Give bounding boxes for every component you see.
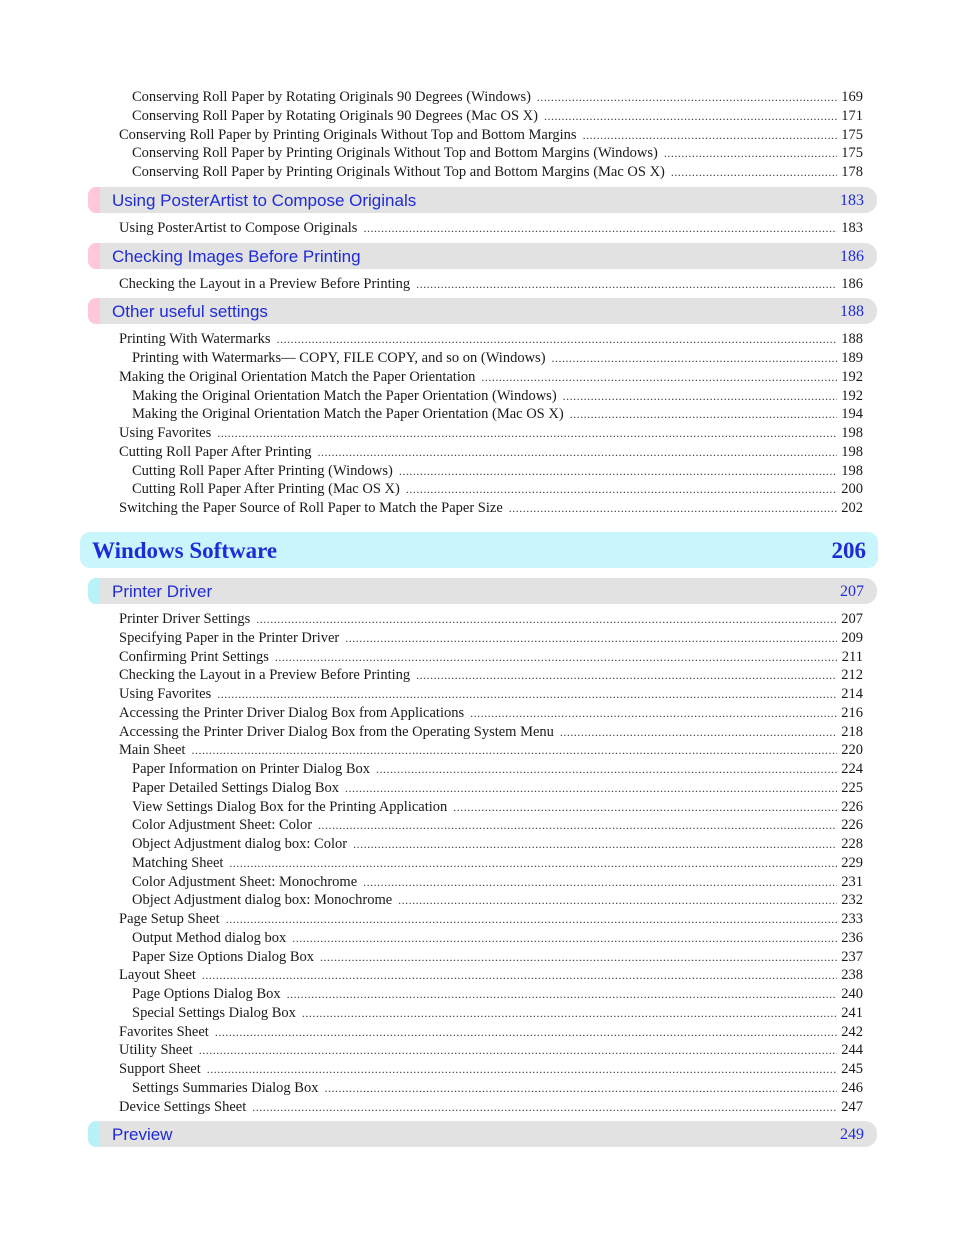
toc-entry[interactable] — [119, 368, 863, 387]
toc-leader-dots — [320, 948, 837, 967]
toc-leader-dots — [363, 873, 837, 892]
toc-entry-page: 236 — [841, 929, 863, 946]
toc-entry-title: Layout Sheet — [119, 967, 196, 984]
toc-entry-page: 212 — [841, 667, 863, 684]
toc-entry-page: 225 — [841, 779, 863, 796]
section-page: 186 — [840, 248, 864, 265]
section-heading[interactable] — [88, 1121, 877, 1147]
toc-entry-page: 178 — [841, 164, 863, 180]
chapter-title: Windows Software — [92, 538, 278, 563]
toc-entry-page: 183 — [841, 219, 863, 236]
toc-entry-title: View Settings Dialog Box for the Printing Application — [132, 798, 448, 815]
toc-entry-title: Conserving Roll Paper by Printing Originals Without Top and Bottom Margins — [119, 126, 577, 143]
toc-entry[interactable] — [119, 330, 863, 349]
toc-entry-title: Checking the Layout in a Preview Before Printing — [119, 667, 411, 684]
toc-leader-dots — [256, 610, 837, 629]
toc-entry-title: Output Method dialog box — [132, 929, 287, 946]
toc-entry[interactable] — [119, 424, 863, 443]
toc-entry-page: 229 — [841, 854, 863, 871]
toc-leader-dots — [217, 424, 837, 443]
toc-leader-dots — [376, 760, 837, 779]
toc-entry[interactable] — [132, 1079, 863, 1098]
toc-entry-page: 216 — [841, 704, 863, 721]
toc-entry[interactable] — [132, 107, 863, 126]
toc-leader-dots — [399, 462, 837, 481]
toc-entry[interactable] — [132, 891, 863, 910]
toc-entry-title: Page Setup Sheet — [119, 911, 220, 927]
toc-entry[interactable] — [119, 1023, 863, 1042]
toc-entry[interactable] — [132, 779, 863, 798]
toc-leader-dots — [287, 985, 838, 1004]
toc-entry-page: 175 — [841, 145, 863, 162]
toc-entry-page: 240 — [841, 986, 863, 1002]
toc-entry-title: Matching Sheet — [132, 854, 224, 871]
toc-entry-page: 247 — [841, 1098, 863, 1115]
toc-leader-dots — [191, 741, 837, 760]
toc-entry-title: Accessing the Printer Driver Dialog Box from the Operating System Menu — [119, 723, 554, 740]
section-title: Printer Driver — [112, 582, 213, 601]
toc-entry-title: Favorites Sheet — [119, 1023, 209, 1040]
toc-leader-dots — [563, 387, 838, 406]
toc-entry-title: Utility Sheet — [119, 1042, 193, 1059]
toc-leader-dots — [277, 330, 838, 349]
toc-entry-page: 242 — [841, 1023, 863, 1040]
toc-entry-page: 245 — [841, 1061, 863, 1077]
toc-entry[interactable] — [119, 648, 863, 667]
toc-entry[interactable] — [132, 835, 863, 854]
toc-entry-page: 224 — [841, 761, 863, 777]
section-heading[interactable] — [88, 578, 877, 604]
toc-leader-dots — [416, 666, 837, 685]
toc-leader-dots — [544, 107, 837, 126]
toc-entry-title: Page Options Dialog Box — [132, 986, 281, 1002]
toc-entry-title: Cutting Roll Paper After Printing — [119, 443, 312, 460]
toc-entry-title: Checking the Layout in a Preview Before Printing — [119, 275, 411, 292]
toc-leader-dots — [552, 349, 838, 368]
toc-leader-dots — [292, 929, 837, 948]
toc-entry-title: Printer Driver Settings — [119, 611, 251, 627]
toc-leader-dots — [199, 1041, 838, 1060]
toc-entry[interactable] — [119, 126, 863, 145]
toc-entry-title: Specifying Paper in the Printer Driver — [119, 629, 340, 646]
toc-entry[interactable] — [132, 163, 863, 182]
toc-entry[interactable] — [132, 816, 863, 835]
toc-entry[interactable] — [132, 462, 863, 481]
toc-entry-page: 209 — [841, 629, 863, 646]
toc-entry-title: Confirming Print Settings — [119, 648, 269, 665]
toc-entry-page: 226 — [841, 817, 863, 834]
toc-entry-page: 198 — [841, 425, 863, 441]
toc-leader-dots — [217, 685, 837, 704]
toc-entry-page: 238 — [841, 967, 863, 984]
toc-entry-page: 200 — [841, 481, 863, 498]
toc-entry-title: Making the Original Orientation Match the Paper Orientation — [119, 368, 476, 385]
toc-entry-page: 232 — [841, 892, 863, 909]
toc-entry-title: Paper Size Options Dialog Box — [132, 948, 315, 965]
toc-entry-title: Conserving Roll Paper by Rotating Originals 90 Degrees (Windows) — [132, 89, 531, 105]
toc-entry[interactable] — [132, 873, 863, 892]
toc-entry-title: Using Favorites — [119, 425, 212, 441]
toc-entry-page: 233 — [841, 911, 863, 927]
section-heading[interactable] — [88, 243, 877, 269]
toc-entry-page: 241 — [841, 1004, 863, 1021]
toc-entry-title: Making the Original Orientation Match the Paper Orientation (Windows) — [132, 387, 557, 404]
toc-entry[interactable] — [132, 854, 863, 873]
toc-leader-dots — [560, 723, 837, 742]
toc-entry-page: 231 — [841, 873, 863, 890]
toc-entry-page: 189 — [841, 350, 863, 366]
toc-entry[interactable] — [119, 966, 863, 985]
toc-entry-title: Main Sheet — [119, 742, 186, 759]
toc-entry-page: 194 — [841, 406, 863, 423]
toc-entry[interactable] — [119, 443, 863, 462]
toc-leader-dots — [318, 443, 838, 462]
toc-entry-title: Cutting Roll Paper After Printing (Windows) — [132, 462, 393, 479]
toc-entry-title: Cutting Roll Paper After Printing (Mac OS X) — [132, 481, 400, 498]
toc-leader-dots — [570, 405, 838, 424]
toc-leader-dots — [202, 966, 837, 985]
toc-leader-dots — [453, 798, 837, 817]
toc-entry-title: Paper Information on Printer Dialog Box — [132, 761, 370, 777]
toc-entry[interactable] — [132, 88, 863, 107]
toc-entry-page: 198 — [841, 443, 863, 460]
section-title: Using PosterArtist to Compose Originals — [112, 191, 417, 210]
toc-entry-title: Device Settings Sheet — [119, 1098, 247, 1115]
toc-entry[interactable] — [119, 610, 863, 629]
toc-entry-page: 188 — [841, 331, 863, 348]
toc-leader-dots — [207, 1060, 837, 1079]
toc-entry-title: Using Favorites — [119, 686, 212, 702]
toc-entry[interactable] — [119, 219, 863, 238]
section-page: 207 — [840, 583, 864, 600]
toc-entry-page: 246 — [841, 1079, 863, 1096]
section-title: Preview — [112, 1125, 173, 1144]
toc-entry[interactable] — [119, 685, 863, 704]
section-heading[interactable] — [88, 187, 877, 213]
toc-entry-page: 169 — [841, 89, 863, 105]
toc-entry-title: Conserving Roll Paper by Printing Originals Without Top and Bottom Margins (Windows) — [132, 145, 658, 162]
toc-entry[interactable] — [132, 948, 863, 967]
toc-leader-dots — [252, 1098, 837, 1117]
toc-entry[interactable] — [132, 349, 863, 368]
toc-entry-title: Printing with Watermarks— COPY, FILE COPY, and so on (Windows) — [132, 350, 546, 366]
toc-entry-title: Accessing the Printer Driver Dialog Box from Applications — [119, 704, 465, 721]
toc-entry[interactable] — [132, 144, 863, 163]
section-heading[interactable] — [88, 298, 877, 324]
toc-leader-dots — [416, 275, 837, 294]
toc-entry[interactable] — [119, 704, 863, 723]
toc-entry-title: Conserving Roll Paper by Printing Originals Without Top and Bottom Margins (Mac OS X) — [132, 164, 665, 180]
toc-entry-title: Settings Summaries Dialog Box — [132, 1079, 319, 1096]
toc-entry[interactable] — [119, 666, 863, 685]
toc-leader-dots — [481, 368, 837, 387]
toc-entry[interactable] — [119, 1060, 863, 1079]
toc-leader-dots — [363, 219, 837, 238]
toc-leader-dots — [345, 779, 837, 798]
toc-entry-page: 207 — [841, 611, 863, 627]
toc-entry-page: 211 — [841, 648, 863, 665]
toc-entry-title: Support Sheet — [119, 1061, 201, 1077]
toc-entry-title: Paper Detailed Settings Dialog Box — [132, 779, 339, 796]
toc-entry[interactable] — [132, 1004, 863, 1023]
toc-entry[interactable] — [119, 910, 863, 929]
chapter-heading[interactable] — [80, 532, 878, 568]
toc-entry-title: Using PosterArtist to Compose Originals — [119, 219, 358, 236]
toc-entry-page: 218 — [841, 723, 863, 740]
toc-entry[interactable] — [132, 798, 863, 817]
toc-entry-title: Color Adjustment Sheet: Color — [132, 817, 313, 834]
toc-entry[interactable] — [119, 499, 863, 518]
toc-entry-page: 226 — [841, 798, 863, 815]
toc-entry[interactable] — [119, 723, 863, 742]
toc-leader-dots — [509, 499, 837, 518]
toc-leader-dots — [275, 648, 838, 667]
toc-entry[interactable] — [119, 741, 863, 760]
toc-entry[interactable] — [132, 480, 863, 499]
toc-entry[interactable] — [119, 1041, 863, 1060]
toc-entry-page: 202 — [841, 500, 863, 516]
toc-entry-page: 198 — [841, 462, 863, 479]
toc-entry[interactable] — [119, 1098, 863, 1117]
toc-leader-dots — [406, 480, 837, 499]
toc-entry-title: Special Settings Dialog Box — [132, 1004, 296, 1021]
toc-entry-title: Making the Original Orientation Match the Paper Orientation (Mac OS X) — [132, 406, 564, 423]
toc-entry-page: 186 — [841, 275, 863, 292]
toc-entry-title: Conserving Roll Paper by Rotating Originals 90 Degrees (Mac OS X) — [132, 107, 538, 124]
toc-entry-title: Switching the Paper Source of Roll Paper to Match the Paper Size — [119, 500, 503, 516]
chapter-page: 206 — [831, 538, 866, 563]
toc-entry-page: 171 — [841, 107, 863, 124]
toc-entry-page: 175 — [841, 126, 863, 143]
toc-leader-dots — [353, 835, 837, 854]
toc-leader-dots — [537, 88, 837, 107]
section-title: Checking Images Before Printing — [112, 247, 361, 266]
section-page: 188 — [840, 303, 864, 320]
toc-entry-title: Object Adjustment dialog box: Monochrome — [132, 892, 393, 909]
toc-entry-page: 192 — [841, 368, 863, 385]
toc-leader-dots — [664, 144, 837, 163]
toc-leader-dots — [302, 1004, 837, 1023]
toc-leader-dots — [226, 910, 838, 929]
toc-leader-dots — [229, 854, 837, 873]
toc-entry-page: 244 — [841, 1042, 863, 1059]
toc-entry-page: 192 — [841, 387, 863, 404]
toc-entry-title: Object Adjustment dialog box: Color — [132, 836, 348, 852]
toc-entry-page: 220 — [841, 742, 863, 759]
section-page: 249 — [840, 1126, 864, 1143]
toc-entry[interactable] — [132, 760, 863, 779]
toc-entry-title: Printing With Watermarks — [119, 331, 271, 348]
toc-leader-dots — [215, 1023, 837, 1042]
toc-leader-dots — [345, 629, 837, 648]
toc-entry[interactable] — [132, 387, 863, 406]
toc-leader-dots — [671, 163, 837, 182]
toc-entry-title: Color Adjustment Sheet: Monochrome — [132, 873, 358, 890]
toc-entry-page: 228 — [841, 836, 863, 852]
toc-entry[interactable] — [119, 629, 863, 648]
section-title: Other useful settings — [112, 302, 268, 321]
toc-leader-dots — [470, 704, 837, 723]
section-page: 183 — [840, 192, 864, 209]
toc-leader-dots — [324, 1079, 837, 1098]
toc-leader-dots — [583, 126, 838, 145]
toc-leader-dots — [398, 891, 837, 910]
toc-entry-page: 237 — [841, 948, 863, 965]
toc-entry[interactable] — [132, 985, 863, 1004]
toc-entry-page: 214 — [841, 686, 863, 702]
toc-leader-dots — [318, 816, 837, 835]
toc-entry[interactable] — [132, 405, 863, 424]
toc-entry[interactable] — [119, 275, 863, 294]
toc-entry[interactable] — [132, 929, 863, 948]
